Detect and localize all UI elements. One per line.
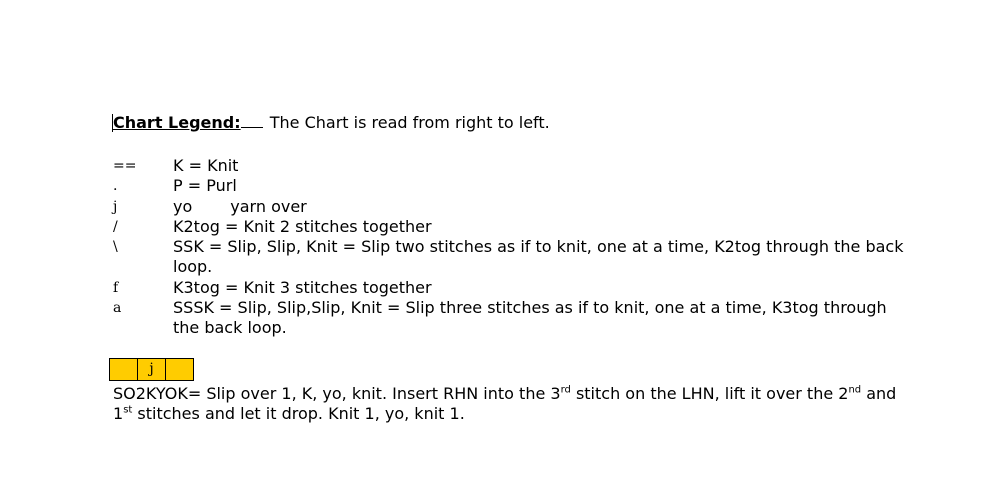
legend-entry-ssk [113,237,913,278]
instruction-text: stitches and let it drop. Knit 1, yo, knit 1. [132,404,465,424]
legend-entry-knit [113,156,913,176]
ordinal-suffix: nd [848,384,862,396]
legend-heading [113,112,550,134]
legend-symbol: a [113,300,122,317]
so2kyok-instructions [113,384,913,425]
legend-symbol: j [113,198,118,215]
legend-meaning: yarn over [230,196,307,216]
legend-symbol: / [113,218,118,235]
text-cursor [112,114,113,132]
legend-entry-purl [113,176,913,196]
title-underline-gap [241,112,263,128]
legend-symbol: . [113,178,118,195]
legend-title: Chart Legend: [113,113,241,132]
instruction-text: and 1 [113,384,897,424]
chart-cell [109,358,138,381]
legend-entry-sssk [113,298,913,339]
legend-symbol: f [113,279,119,296]
legend-list [113,156,913,339]
legend-symbol: == [113,158,137,174]
legend-entry-k2tog [113,217,913,237]
ordinal-suffix: rd [560,384,571,396]
legend-description: K = Knit [173,156,239,175]
legend-entry-yarn-over [113,197,913,217]
legend-description: SSK = Slip, Slip, Knit = Slip two stitches as if to knit, one at a time, K2tog through the back loop. [173,237,904,277]
ordinal-suffix: st [123,404,133,416]
instruction-text: SO2KYOK= Slip over 1, K, yo, knit. Insert RHN into the 3 [113,384,561,403]
legend-description: K2tog = Knit 2 stitches together [173,216,432,236]
chart-cell-strip [109,358,194,381]
legend-entry-k3tog [113,278,913,298]
chart-cell [165,358,194,381]
legend-symbol: \ [113,239,118,256]
legend-description [173,197,913,217]
legend-abbreviation: yo [173,196,193,216]
legend-description: SSSK = Slip, Slip,Slip, Knit = Slip three stitches as if to knit, one at a time, K3tog through the back loop. [173,298,887,338]
instruction-text: stitch on the LHN, lift it over the 2 [570,384,849,403]
legend-description: K3tog = Knit 3 stitches together [173,277,432,297]
legend-description: P = Purl [173,176,237,196]
chart-cell-yarn-over: j [137,358,166,381]
legend-note: The Chart is read from right to left. [269,113,550,132]
